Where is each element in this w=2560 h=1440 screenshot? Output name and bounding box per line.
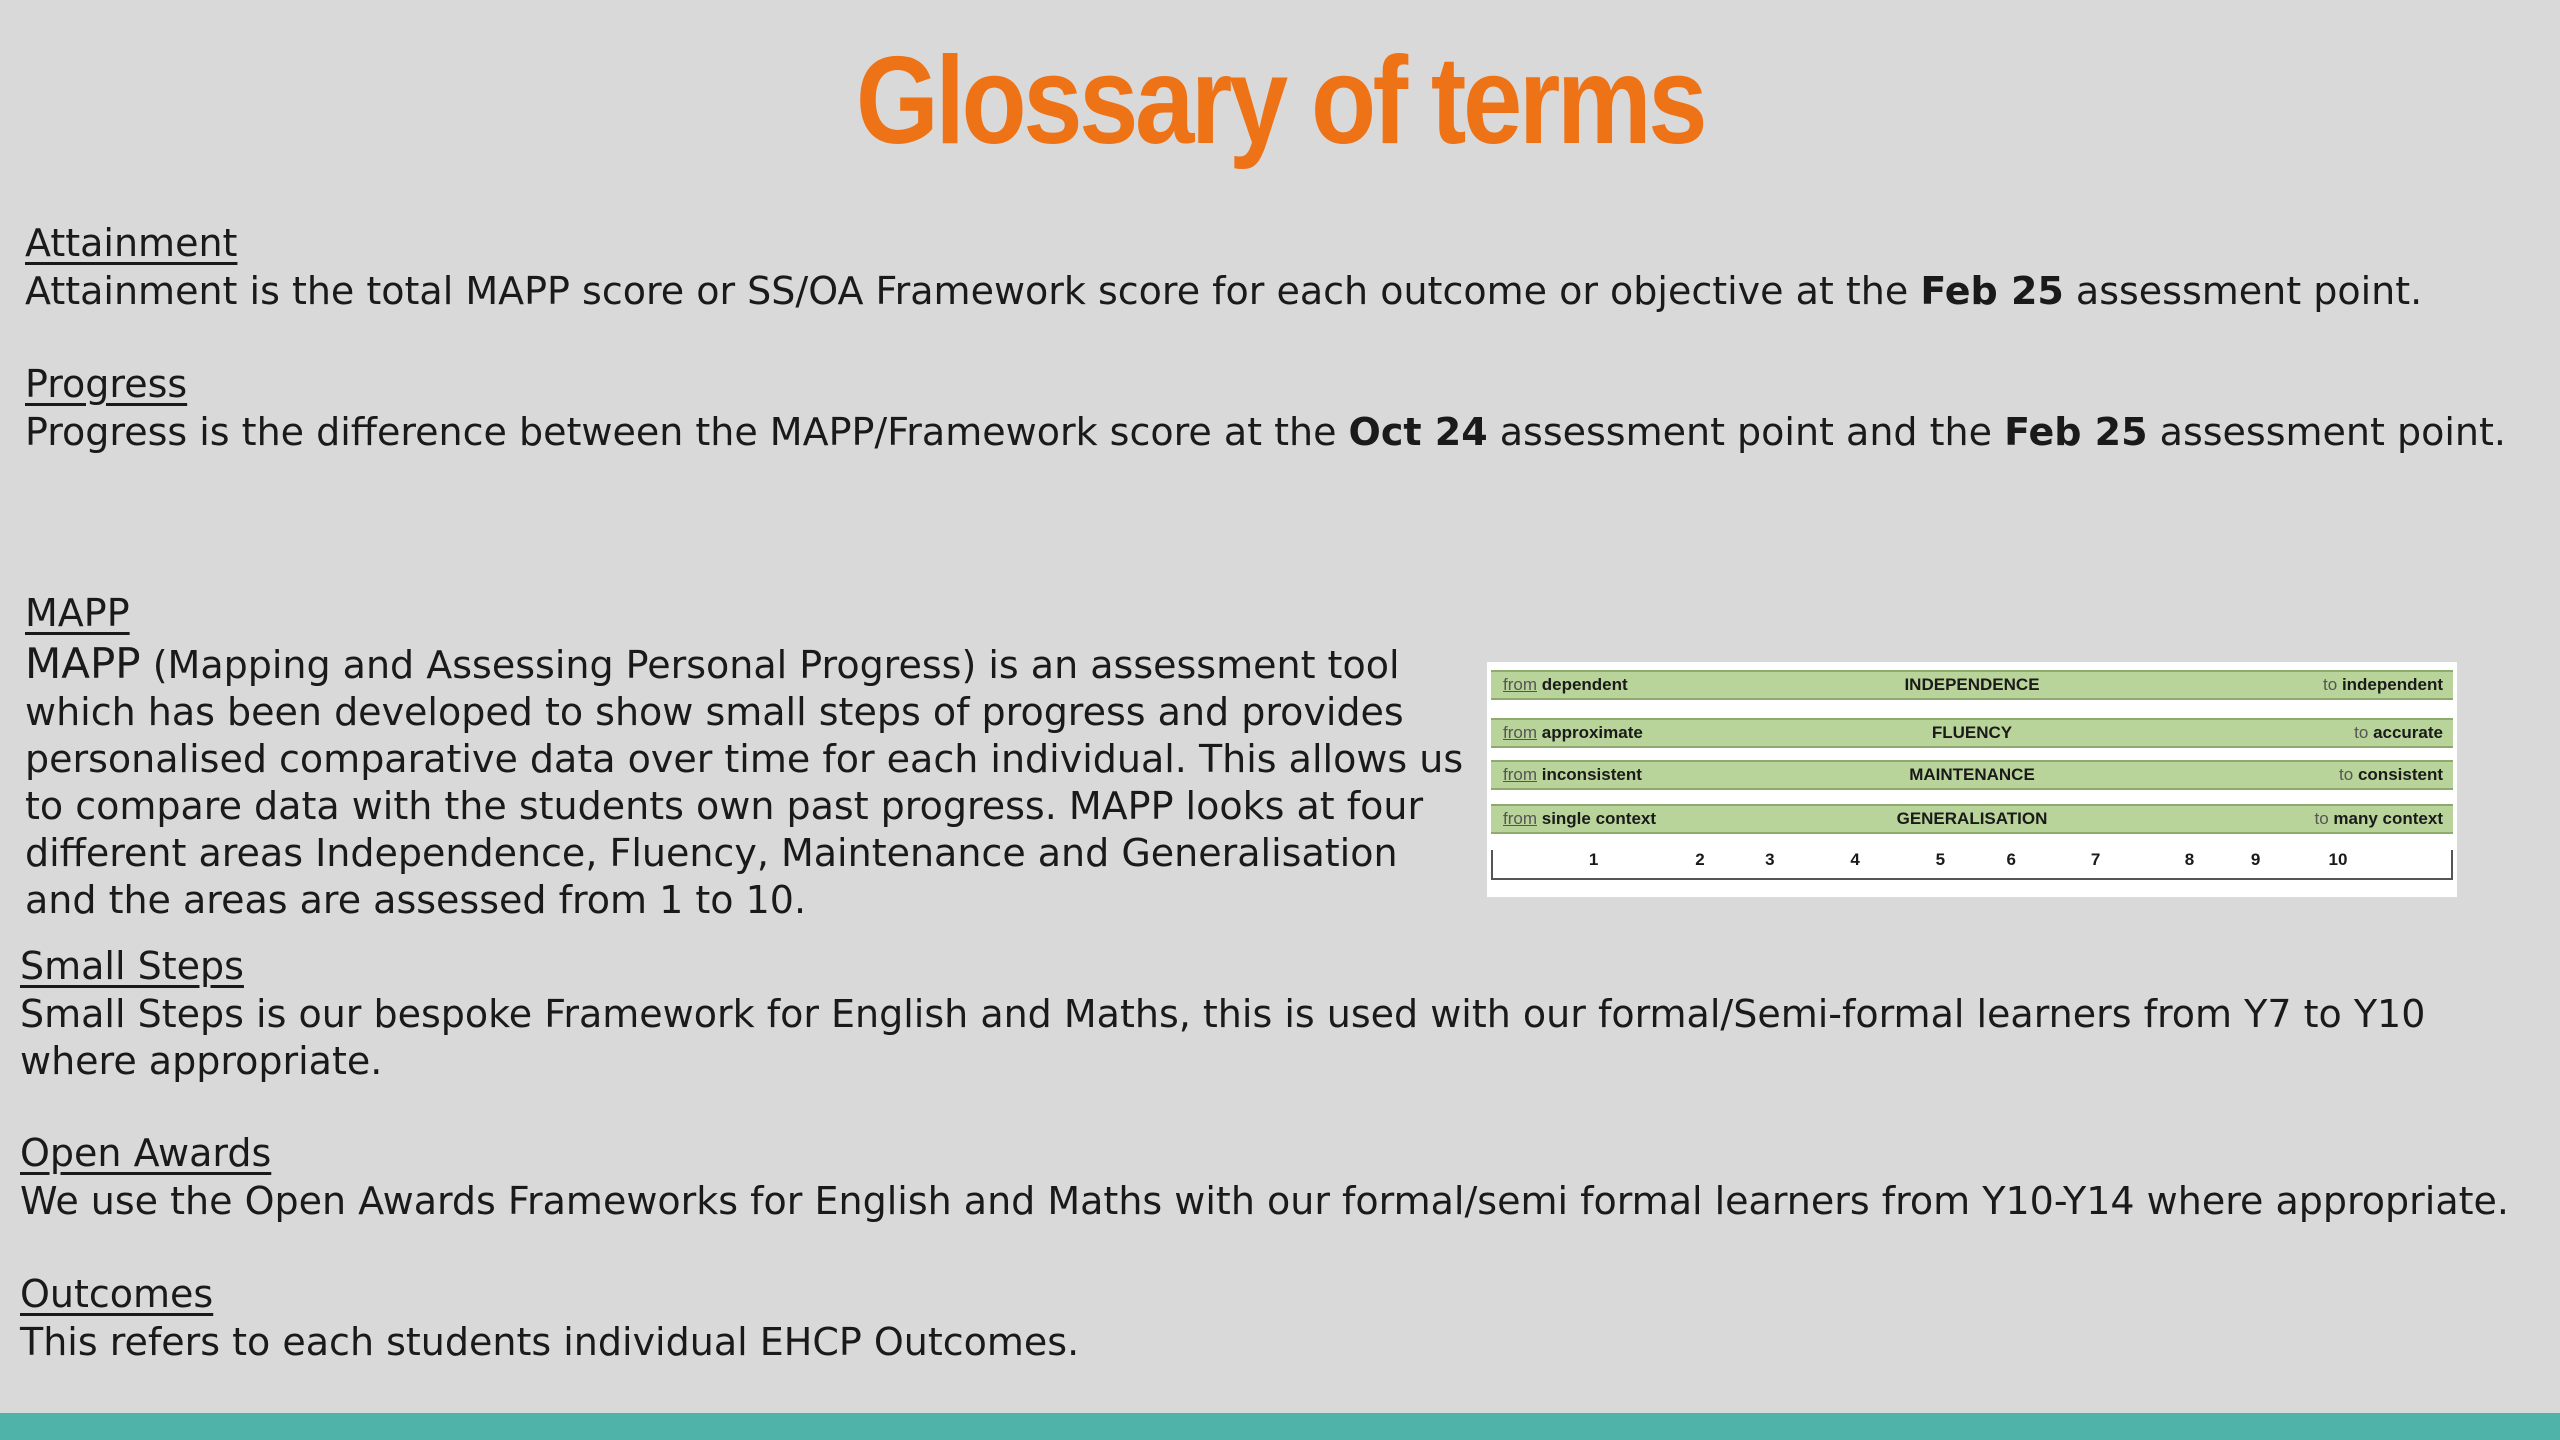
mapp-row-left: approximate <box>1541 723 1643 742</box>
progress-text-1: Progress is the difference between the MAPP/Framework score at the <box>25 410 1349 454</box>
mapp-scale-tick: 5 <box>1935 850 1946 869</box>
progress-date-start: Oct 24 <box>1348 410 1488 454</box>
mapp-row-left: inconsistent <box>1541 765 1642 784</box>
mapp-row-mid: INDEPENDENCE <box>1904 675 2040 694</box>
mapp-definition <box>25 640 1465 924</box>
mapp-row-from: from <box>1503 723 1537 742</box>
mapp-scale-tick: 6 <box>2006 850 2016 869</box>
mapp-heading: MAPP <box>25 591 130 635</box>
mapp-row-right: accurate <box>2373 723 2443 742</box>
mapp-row-right: independent <box>2341 675 2443 694</box>
mapp-scale-tick: 2 <box>1695 850 1705 869</box>
small-steps-heading: Small Steps <box>20 944 244 988</box>
mapp-row-mid: GENERALISATION <box>1896 809 2048 828</box>
progress-definition <box>25 409 2506 456</box>
open-awards-heading: Open Awards <box>20 1131 272 1175</box>
mapp-row-from: from <box>1503 809 1537 828</box>
mapp-scale-tick: 9 <box>2250 850 2261 869</box>
progress-date-end: Feb 25 <box>2004 410 2148 454</box>
mapp-row-from: from <box>1503 675 1537 694</box>
mapp-row-to: to <box>2354 723 2369 742</box>
mapp-scale-tick: 8 <box>2184 850 2195 869</box>
open-awards-definition: We use the Open Awards Frameworks for English and Maths with our formal/semi formal learners from Y10-Y14 where appropriate. <box>20 1179 2509 1223</box>
mapp-scale-tick: 10 <box>2328 850 2348 869</box>
mapp-scale-tick: 3 <box>1765 850 1775 869</box>
mapp-row-independence <box>1491 670 2453 700</box>
mapp-row-to: to <box>2323 675 2338 694</box>
mapp-scale-tick: 1 <box>1588 850 1599 869</box>
mapp-scale-axis <box>1491 850 2453 880</box>
attainment-definition <box>25 268 2422 315</box>
mapp-row-to: to <box>2314 809 2329 828</box>
mapp-scale-tick: 7 <box>2090 850 2101 869</box>
mapp-row-from: from <box>1503 765 1537 784</box>
outcomes-heading: Outcomes <box>20 1272 214 1316</box>
mapp-row-fluency <box>1491 718 2453 748</box>
page-title: Glossary of terms <box>855 32 1705 170</box>
mapp-scale-figure <box>1487 662 2457 897</box>
mapp-scale-tick: 4 <box>1850 850 1860 869</box>
mapp-row-generalisation <box>1491 804 2453 834</box>
attainment-text-2: assessment point. <box>2063 269 2423 313</box>
attainment-text-1: Attainment is the total MAPP score or SS/OA Framework score for each outcome or objective at the <box>25 269 1921 313</box>
mapp-row-to: to <box>2339 765 2354 784</box>
mapp-row-mid: FLUENCY <box>1931 723 2013 742</box>
mapp-lead: MAPP <box>25 639 141 688</box>
mapp-text: (Mapping and Assessing Personal Progress) is an assessment tool which has been developed to show small steps of progress and provides personalised comparative data over time for each individual. This allows us to compare data with the students own past progress. MAPP looks at four different areas Independence, Fluency, Maintenance and Generalisation and the areas are assessed from 1 to 10. <box>25 643 1464 922</box>
outcomes-definition: This refers to each students individual EHCP Outcomes. <box>20 1320 1080 1364</box>
mapp-row-right: many context <box>2333 809 2443 828</box>
mapp-row-mid: MAINTENANCE <box>1909 765 2035 784</box>
mapp-row-right: consistent <box>2357 765 2443 784</box>
mapp-row-left: single context <box>1541 809 1657 828</box>
small-steps-definition: Small Steps is our bespoke Framework for English and Maths, this is used with our formal/Semi-formal learners from Y7 to Y10 where appropriate. <box>20 992 2426 1083</box>
attainment-date: Feb 25 <box>1920 269 2064 313</box>
mapp-row-left: dependent <box>1541 675 1628 694</box>
attainment-heading: Attainment <box>25 221 238 265</box>
footer-bar <box>0 1413 2560 1440</box>
progress-heading: Progress <box>25 362 188 406</box>
progress-text-2: assessment point and the <box>1487 410 2005 454</box>
progress-text-3: assessment point. <box>2147 410 2506 454</box>
mapp-row-maintenance <box>1491 760 2453 790</box>
